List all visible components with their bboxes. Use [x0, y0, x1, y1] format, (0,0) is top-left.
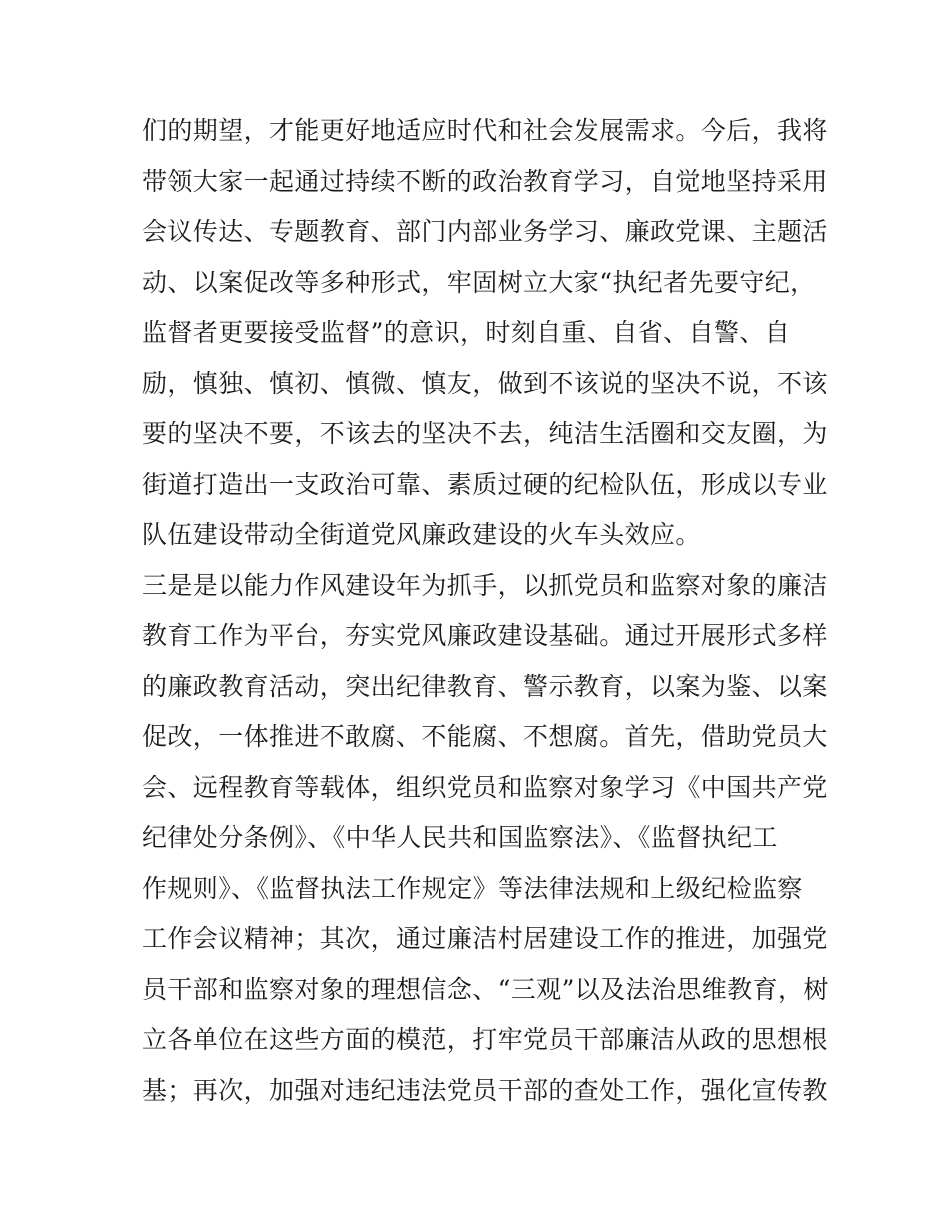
text-line: 促改，一体推进不敢腐、不能腐、不想腐。首先，借助党员大 [142, 722, 828, 751]
text-line: 们的期望，才能更好地适应时代和社会发展需求。今后，我将 [142, 116, 828, 145]
text-line: 基；再次，加强对违纪违法党员干部的查处工作，强化宣传教 [142, 1075, 828, 1105]
text-line: 的廉政教育活动，突出纪律教育、警示教育，以案为鉴、以案 [142, 671, 828, 701]
text-line: 会议传达、专题教育、部门内部业务学习、廉政党课、主题活 [142, 217, 828, 246]
text-line: 作规则》、《监督执法工作规定》等法律法规和上级纪检监察 [142, 873, 803, 903]
text-line: 立各单位在这些方面的模范，打牢党员干部廉洁从政的思想根 [142, 1025, 828, 1054]
text-line: 街道打造出一支政治可靠、素质过硬的纪检队伍，形成以专业 [142, 469, 828, 499]
text-line: 三是是以能力作风建设年为抓手，以抓党员和监察对象的廉洁 [142, 570, 828, 600]
text-line: 纪律处分条例》、《中华人民共和国监察法》、《监督执纪工 [142, 823, 778, 852]
text-line: 员干部和监察对象的理想信念、“三观”以及法治思维教育，树 [142, 974, 829, 1004]
text-line: 队伍建设带动全街道党风廉政建设的火车头效应。 [142, 520, 701, 549]
text-line: 励，慎独、慎初、慎微、慎友，做到不该说的坚决不说，不该 [142, 368, 828, 398]
text-line: 工作会议精神；其次，通过廉洁村居建设工作的推进，加强党 [142, 924, 828, 953]
text-line: 监督者更要接受监督”的意识，时刻自重、自省、自警、自 [142, 318, 791, 347]
text-line: 带领大家一起通过持续不断的政治教育学习，自觉地坚持采用 [142, 166, 828, 196]
text-line: 教育工作为平台，夯实党风廉政建设基础。通过开展形式多样 [142, 621, 828, 650]
text-line: 动、以案促改等多种形式，牢固树立大家“执纪者先要守纪， [142, 267, 816, 297]
text-line: 要的坚决不要，不该去的坚决不去，纯洁生活圈和交友圈，为 [142, 419, 828, 448]
text-line: 会、远程教育等载体，组织党员和监察对象学习《中国共产党 [142, 772, 828, 802]
body-text [142, 106, 832, 1116]
